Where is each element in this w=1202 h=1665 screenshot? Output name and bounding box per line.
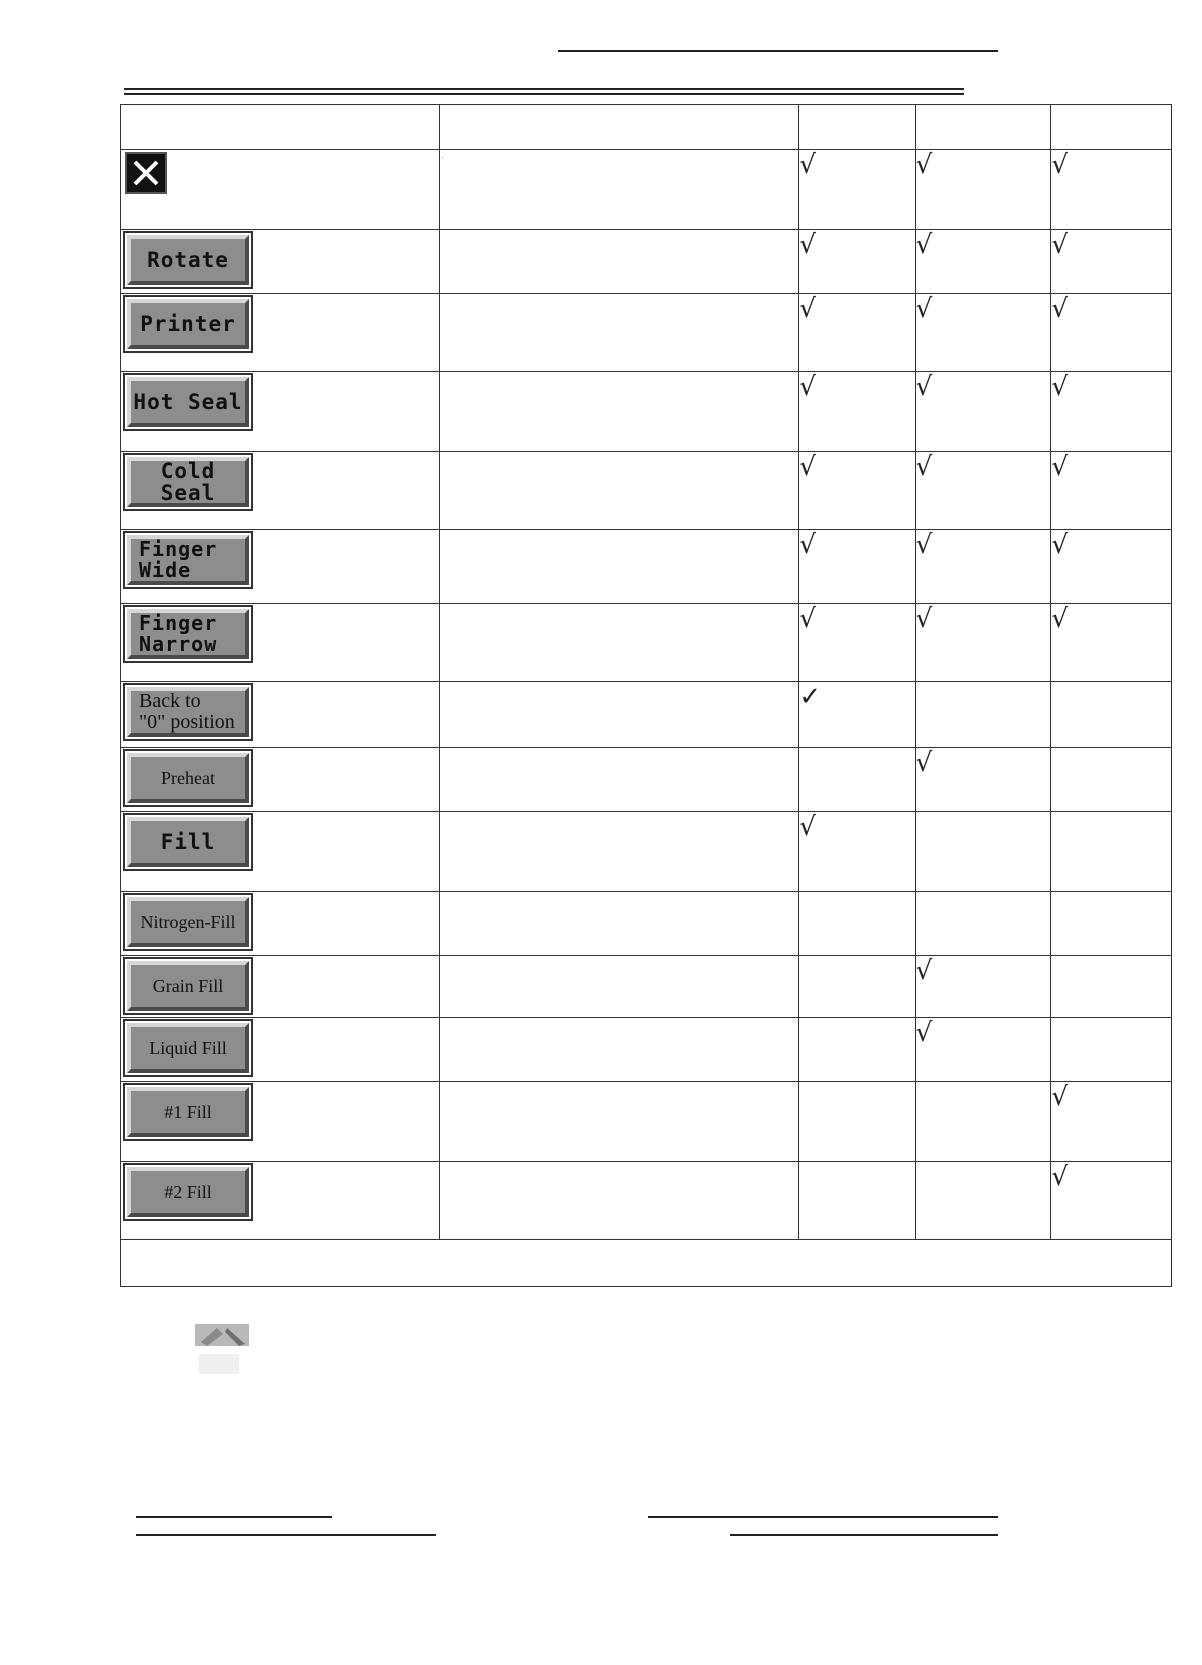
check-mark: √ [915, 452, 933, 482]
check-mark: √ [915, 604, 933, 634]
model-check-cell [915, 372, 1051, 452]
model-check-cell [915, 1162, 1051, 1240]
button-function-table [120, 104, 1172, 1287]
model-check-cell [799, 892, 915, 956]
check-mark: √ [1051, 530, 1068, 560]
model-check-cell [1051, 1162, 1172, 1240]
model-check-cell [799, 230, 915, 294]
printer-button[interactable]: Printer [127, 299, 249, 349]
table-header-row [121, 105, 1172, 150]
check-mark: √ [915, 294, 933, 324]
model-check-cell [1051, 956, 1172, 1018]
model-check-cell [915, 230, 1051, 294]
button-cell [121, 892, 440, 956]
footer-rule-left-1 [136, 1516, 332, 1518]
button-cell [121, 748, 440, 812]
check-mark: √ [1051, 1082, 1068, 1112]
table-row [121, 150, 1172, 230]
button-cell [121, 150, 440, 230]
2-fill-button[interactable]: #2 Fill [127, 1167, 249, 1217]
model-check-cell [1051, 682, 1172, 748]
button-cell [121, 812, 440, 892]
model-check-cell [1051, 812, 1172, 892]
description-cell [439, 530, 799, 604]
model-check-cell [799, 682, 915, 748]
table-row [121, 956, 1172, 1018]
grain-fill-button[interactable]: Grain Fill [127, 961, 249, 1011]
check-mark: √ [915, 530, 933, 560]
model-check-cell [915, 530, 1051, 604]
liquid-fill-button[interactable]: Liquid Fill [127, 1023, 249, 1073]
header-cell [1051, 105, 1172, 150]
table-row [121, 452, 1172, 530]
button-cell [121, 604, 440, 682]
description-cell [439, 604, 799, 682]
check-mark: √ [1051, 604, 1068, 634]
table-row [121, 748, 1172, 812]
check-mark: √ [915, 1018, 933, 1048]
model-check-cell [799, 530, 915, 604]
fill-button[interactable]: Fill [127, 817, 249, 867]
check-mark: √ [799, 230, 816, 260]
model-check-cell [915, 1018, 1051, 1082]
footer-rule-right-1 [648, 1516, 998, 1518]
model-check-cell [799, 1018, 915, 1082]
check-mark: √ [1051, 230, 1068, 260]
model-check-cell [915, 604, 1051, 682]
check-mark: √ [1051, 294, 1068, 324]
model-check-cell [1051, 372, 1172, 452]
button-cell [121, 682, 440, 748]
header-cell [439, 105, 799, 150]
check-mark: ✓ [799, 682, 822, 712]
button-cell [121, 372, 440, 452]
model-check-cell [915, 1082, 1051, 1162]
header-underline [558, 50, 998, 52]
model-check-cell [1051, 530, 1172, 604]
model-check-cell [1051, 1018, 1172, 1082]
description-cell [439, 294, 799, 372]
description-cell [439, 230, 799, 294]
finger-wide-button[interactable]: Finger Wide [127, 535, 249, 585]
description-cell [439, 1162, 799, 1240]
description-cell [439, 956, 799, 1018]
model-check-cell [915, 956, 1051, 1018]
description-cell [439, 1082, 799, 1162]
check-mark: √ [1051, 372, 1068, 402]
check-mark: √ [799, 452, 816, 482]
table-row [121, 230, 1172, 294]
description-cell [439, 372, 799, 452]
table-row [121, 812, 1172, 892]
preheat-button[interactable]: Preheat [127, 753, 249, 803]
check-mark: √ [799, 150, 816, 180]
model-check-cell [799, 372, 915, 452]
model-check-cell [799, 150, 915, 230]
header-double-rule-bottom [124, 93, 964, 95]
button-cell [121, 956, 440, 1018]
check-mark: √ [799, 604, 816, 634]
model-check-cell [799, 748, 915, 812]
button-cell [121, 230, 440, 294]
header-cell [121, 105, 440, 150]
model-check-cell [915, 812, 1051, 892]
button-cell [121, 530, 440, 604]
model-check-cell [1051, 452, 1172, 530]
hot-seal-button[interactable]: Hot Seal [127, 377, 249, 427]
description-cell [439, 748, 799, 812]
table-row [121, 294, 1172, 372]
description-cell [439, 812, 799, 892]
check-mark: √ [799, 372, 816, 402]
model-check-cell [1051, 150, 1172, 230]
footer-note [121, 1240, 1172, 1287]
description-cell [439, 1018, 799, 1082]
header-cell [799, 105, 915, 150]
model-check-cell [915, 748, 1051, 812]
rotate-button[interactable]: Rotate [127, 235, 249, 285]
nitrogen-fill-button[interactable]: Nitrogen-Fill [127, 897, 249, 947]
back-to-0-position-button[interactable]: Back to "0" position [127, 687, 249, 737]
description-cell [439, 892, 799, 956]
check-mark: √ [915, 230, 933, 260]
model-check-cell [799, 294, 915, 372]
footer-rule-right-2 [730, 1534, 998, 1536]
button-cell [121, 1162, 440, 1240]
model-check-cell [1051, 892, 1172, 956]
model-check-cell [915, 682, 1051, 748]
model-check-cell [1051, 1082, 1172, 1162]
model-check-cell [1051, 230, 1172, 294]
table-row [121, 604, 1172, 682]
button-cell [121, 1082, 440, 1162]
check-mark: √ [799, 530, 816, 560]
1-fill-button[interactable]: #1 Fill [127, 1087, 249, 1137]
tool-icon [195, 1320, 251, 1380]
check-mark: √ [1051, 452, 1068, 482]
description-cell [439, 452, 799, 530]
check-mark: √ [799, 812, 816, 842]
model-check-cell [1051, 748, 1172, 812]
check-mark: √ [915, 372, 933, 402]
check-mark: √ [915, 956, 933, 986]
close-icon[interactable] [125, 152, 167, 194]
model-check-cell [799, 1162, 915, 1240]
table-row [121, 1162, 1172, 1240]
model-check-cell [799, 604, 915, 682]
check-mark: √ [1051, 1162, 1068, 1192]
model-check-cell [799, 1082, 915, 1162]
finger-narrow-button[interactable]: Finger Narrow [127, 609, 249, 659]
cold-seal-button[interactable]: Cold Seal [127, 457, 249, 507]
table-footer-row [121, 1240, 1172, 1287]
model-check-cell [915, 452, 1051, 530]
model-check-cell [799, 812, 915, 892]
table-row [121, 892, 1172, 956]
model-check-cell [915, 150, 1051, 230]
check-mark: √ [915, 150, 933, 180]
description-cell: · [439, 150, 799, 230]
description-cell [439, 682, 799, 748]
model-check-cell [1051, 604, 1172, 682]
model-check-cell [915, 892, 1051, 956]
model-check-cell [1051, 294, 1172, 372]
button-cell [121, 294, 440, 372]
table-row [121, 372, 1172, 452]
footer-rule-left-2 [136, 1534, 436, 1536]
button-cell [121, 1018, 440, 1082]
table-row [121, 1018, 1172, 1082]
model-check-cell [799, 956, 915, 1018]
header-double-rule-top [124, 88, 964, 90]
table-row [121, 530, 1172, 604]
model-check-cell [799, 452, 915, 530]
table-row [121, 682, 1172, 748]
check-mark: √ [1051, 150, 1068, 180]
check-mark: √ [799, 294, 816, 324]
check-mark: √ [915, 748, 933, 778]
button-cell [121, 452, 440, 530]
header-cell [915, 105, 1051, 150]
model-check-cell [915, 294, 1051, 372]
table-row [121, 1082, 1172, 1162]
